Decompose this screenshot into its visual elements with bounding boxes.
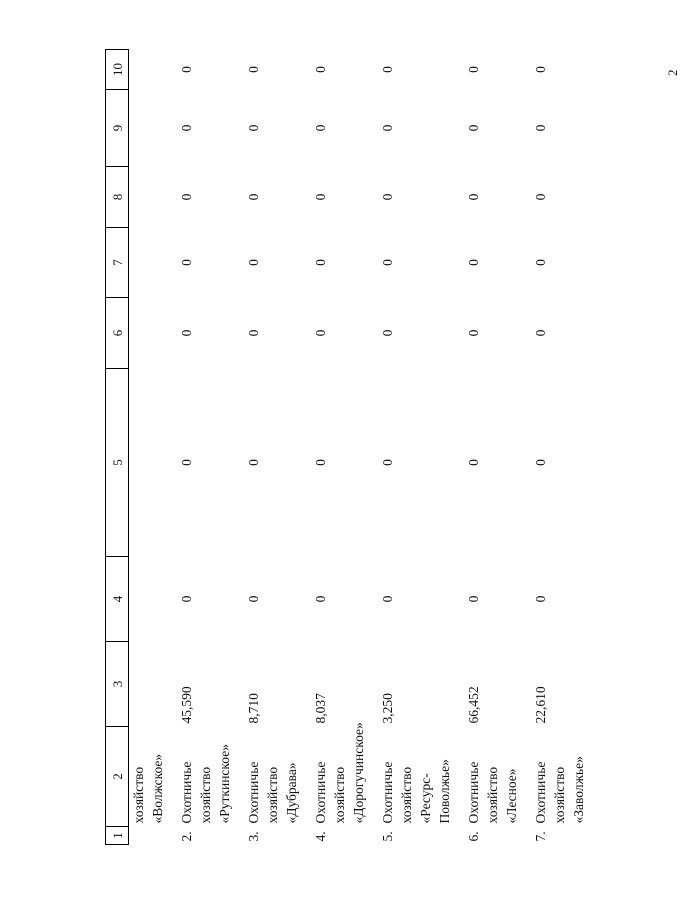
- name-line: Охотничье: [466, 761, 481, 824]
- value-cell: 0: [313, 259, 328, 266]
- value-cell: 0: [380, 124, 395, 132]
- rotated-table-container: [105, 50, 586, 845]
- value-cell: 0: [313, 66, 328, 73]
- hunting-ground-name-cell: [301, 722, 368, 827]
- value-cell: 0: [179, 124, 194, 132]
- value-cell: 0: [179, 259, 194, 266]
- value-cell: 0: [533, 66, 548, 73]
- header-cell: 1: [106, 827, 129, 845]
- row-number-cell: 3.: [246, 831, 261, 842]
- name-line: «Дубрава»: [284, 762, 299, 824]
- value-cell: 0: [466, 595, 481, 603]
- name-line: «Дорогучинское»: [351, 722, 366, 824]
- value-cell: 0: [466, 329, 481, 337]
- hunting-ground-name-cell: [454, 727, 521, 827]
- name-line: «Лесное»: [504, 768, 519, 824]
- name-line: «Заволжье»: [571, 756, 586, 824]
- row-number-cell: 4.: [313, 831, 328, 842]
- table-row: [301, 50, 368, 845]
- value-cell: 0: [466, 124, 481, 132]
- value-cell: 0: [533, 459, 548, 466]
- value-cell: 0: [466, 259, 481, 266]
- area-value-cell: 22,610: [533, 686, 548, 724]
- value-cell: 0: [313, 595, 328, 603]
- area-value-cell: 3,250: [380, 693, 395, 724]
- value-cell: 0: [179, 66, 194, 73]
- allocation-table: [105, 49, 588, 845]
- table-header-row: [106, 50, 129, 845]
- value-cell: 0: [380, 595, 395, 603]
- value-cell: 0: [313, 459, 328, 466]
- header-cell: 10: [106, 50, 129, 90]
- value-cell: 0: [380, 259, 395, 266]
- hunting-ground-name-cell: [129, 727, 168, 827]
- name-line: хозяйство: [332, 766, 347, 824]
- value-cell: 0: [313, 124, 328, 132]
- table-row-continuation: [129, 50, 168, 845]
- page-number: 2: [665, 69, 680, 76]
- value-cell: 0: [533, 329, 548, 337]
- value-cell: 0: [179, 595, 194, 603]
- value-cell: 0: [313, 329, 328, 337]
- row-number-cell: 7.: [533, 831, 548, 842]
- value-cell: 0: [246, 124, 261, 132]
- value-cell: 0: [466, 66, 481, 73]
- value-cell: 0: [380, 329, 395, 337]
- value-cell: 0: [179, 459, 194, 466]
- header-cell: 3: [106, 642, 129, 727]
- name-line: Охотничье: [533, 761, 548, 824]
- value-cell: 0: [380, 193, 395, 201]
- value-cell: 0: [246, 329, 261, 337]
- value-cell: 0: [246, 66, 261, 73]
- header-cell: 5: [106, 369, 129, 557]
- area-value-cell: 8,710: [246, 693, 261, 724]
- row-number-cell: [129, 827, 168, 845]
- header-cell: 8: [106, 167, 129, 228]
- name-line: хозяйство: [552, 766, 567, 824]
- value-cell: 0: [246, 459, 261, 466]
- value-cell: 0: [179, 193, 194, 201]
- value-cell: 0: [313, 193, 328, 201]
- table-row: [454, 50, 521, 845]
- name-line: хозяйство: [485, 766, 500, 824]
- table-row: [234, 50, 301, 845]
- table-row: [368, 50, 454, 845]
- value-cell: 0: [533, 259, 548, 266]
- value-cell: 0: [533, 595, 548, 603]
- table-row: [521, 50, 588, 845]
- name-line: хозяйство: [131, 766, 146, 824]
- header-cell: 4: [106, 557, 129, 642]
- header-cell: 7: [106, 228, 129, 298]
- hunting-ground-name-cell: [167, 727, 234, 827]
- name-line: Охотничье: [179, 761, 194, 824]
- value-cell: 0: [246, 193, 261, 201]
- value-cell: 0: [179, 329, 194, 337]
- name-line: Поволжье»: [437, 759, 452, 824]
- row-number-cell: 6.: [466, 831, 481, 842]
- name-line: «Волжское»: [150, 753, 165, 824]
- hunting-ground-name-cell: [368, 727, 454, 827]
- area-value-cell: 45,590: [179, 686, 194, 724]
- value-cell: 0: [466, 459, 481, 466]
- hunting-ground-name-cell: [234, 727, 301, 827]
- value-cell: 0: [466, 193, 481, 201]
- name-line: хозяйство: [399, 766, 414, 824]
- row-number-cell: 2.: [179, 831, 194, 842]
- name-line: «Руткинское»: [217, 744, 232, 824]
- name-line: Охотничье: [313, 761, 328, 824]
- value-cell: 0: [246, 259, 261, 266]
- name-line: Охотничье: [380, 761, 395, 824]
- name-line: хозяйство: [265, 766, 280, 824]
- name-line: Охотничье: [246, 761, 261, 824]
- value-cell: 0: [380, 459, 395, 466]
- name-line: «Ресурс-: [418, 773, 433, 824]
- header-cell: 9: [106, 90, 129, 167]
- value-cell: 0: [533, 193, 548, 201]
- value-cell: 0: [533, 124, 548, 132]
- row-number-cell: 5.: [380, 831, 395, 842]
- header-cell: 6: [106, 298, 129, 369]
- hunting-ground-name-cell: [521, 727, 588, 827]
- area-value-cell: 8,037: [313, 693, 328, 724]
- table-row: [167, 50, 234, 845]
- value-cell: 0: [246, 595, 261, 603]
- area-value-cell: 66,452: [466, 686, 481, 724]
- name-line: хозяйство: [198, 766, 213, 824]
- header-cell: 2: [106, 727, 129, 827]
- value-cell: 0: [380, 66, 395, 73]
